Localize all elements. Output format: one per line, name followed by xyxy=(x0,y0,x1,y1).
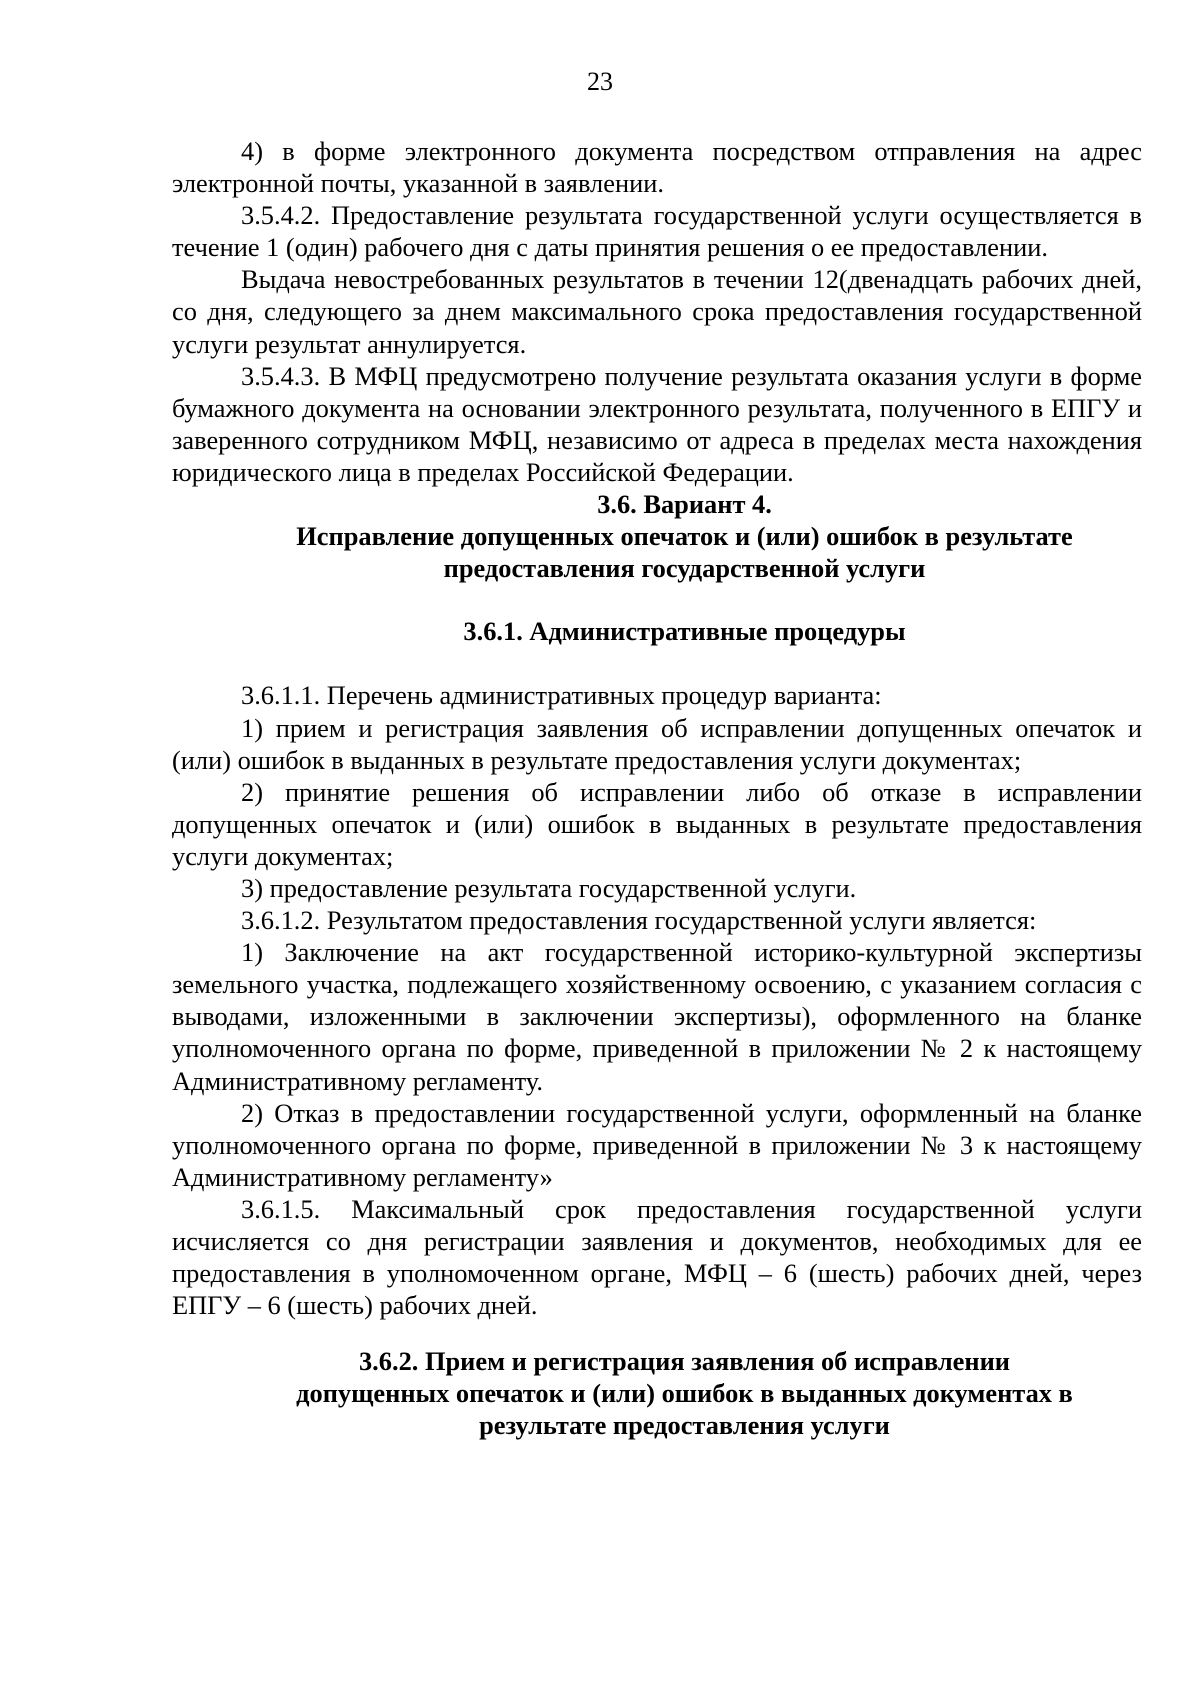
spacer xyxy=(172,584,1142,615)
heading-section-3-6 xyxy=(172,488,1142,584)
heading-section-3-6-1 xyxy=(172,615,1142,647)
paragraph-3-5-4-3: 3.5.4.3. В МФЦ предусмотрено получение результата оказания услуги в форме бумажного документа на основании электронного результата, полученного в ЕПГУ и заверенного сотрудником МФЦ, независимо от адреса в пределах места нахождения юридического лица в пределах Российской Федерации. xyxy=(172,360,1142,487)
paragraph-3-5-4-2: 3.5.4.2. Предоставление результата государственной услуги осуществляется в течение 1 (один) рабочего дня с даты принятия решения о ее предоставлении. xyxy=(172,200,1142,263)
spacer xyxy=(172,1321,1142,1345)
heading-3-6-line2: Исправление допущенных опечаток и (или) ошибок в результате xyxy=(296,521,1073,552)
paragraph-3-6-1-5: 3.6.1.5. Максимальный срок предоставления государственной услуги исчисляется со дня регистрации заявления и документов, необходимых для ее предоставления в уполномоченном органе, МФЦ – 6 (шесть) рабочих дней, через ЕПГУ – 6 (шесть) рабочих дней. xyxy=(172,1193,1142,1321)
spacer xyxy=(172,647,1142,679)
heading-3-6-line1: 3.6. Вариант 4. xyxy=(597,489,772,520)
heading-3-6-1: 3.6.1. Административные процедуры xyxy=(463,616,906,647)
heading-3-6-line3: предоставления государственной услуги xyxy=(443,553,926,584)
heading-section-3-6-2 xyxy=(172,1345,1142,1441)
paragraph-electronic-delivery: 4) в форме электронного документа посредством отправления на адрес электронной почты, указанной в заявлении. xyxy=(172,136,1142,199)
document-body xyxy=(172,135,1142,1442)
list-item-1-reception: 1) прием и регистрация заявления об исправлении допущенных опечаток и (или) ошибок в выданных в результате предоставления услуги документах; xyxy=(172,712,1142,775)
heading-3-6-2-line1: 3.6.2. Прием и регистрация заявления об исправлении xyxy=(358,1346,1011,1377)
paragraph-3-6-1-1: 3.6.1.1. Перечень административных процедур варианта: xyxy=(241,680,882,711)
result-item-1-conclusion: 1) Заключение на акт государственной историко-культурной экспертизы земельного участка, подлежащего хозяйственному освоению, с указанием согласия с выводами, изложенными в заключении экспертизы), оформленного на бланке уполномоченного органа по форме, приведенной в приложении № 2 к настоящему Административному регламенту. xyxy=(172,937,1142,1096)
paragraph-unclaimed-results: Выдача невостребованных результатов в течении 12(двенадцать рабочих дней, со дня, следующего за днем максимального срока предоставления государственной услуги результат аннулируется. xyxy=(172,264,1142,359)
result-item-2-refusal: 2) Отказ в предоставлении государственной услуги, оформленный на бланке уполномоченного органа по форме, приведенной в приложении № 3 к настоящему Административному регламенту» xyxy=(172,1097,1142,1192)
heading-3-6-2-line2: допущенных опечаток и (или) ошибок в выданных документах в xyxy=(296,1378,1073,1409)
heading-3-6-2-line3: результате предоставления услуги xyxy=(479,1410,890,1441)
list-item-3-result: 3) предоставление результата государственной услуги. xyxy=(241,872,857,903)
page-number: 23 xyxy=(587,67,613,96)
paragraph-3-6-1-2: 3.6.1.2. Результатом предоставления государственной услуги является: xyxy=(241,905,1037,936)
list-item-2-decision: 2) принятие решения об исправлении либо об отказе в исправлении допущенных опечаток и (или) ошибок в выданных в результате предоставления услуги документах; xyxy=(172,776,1142,871)
